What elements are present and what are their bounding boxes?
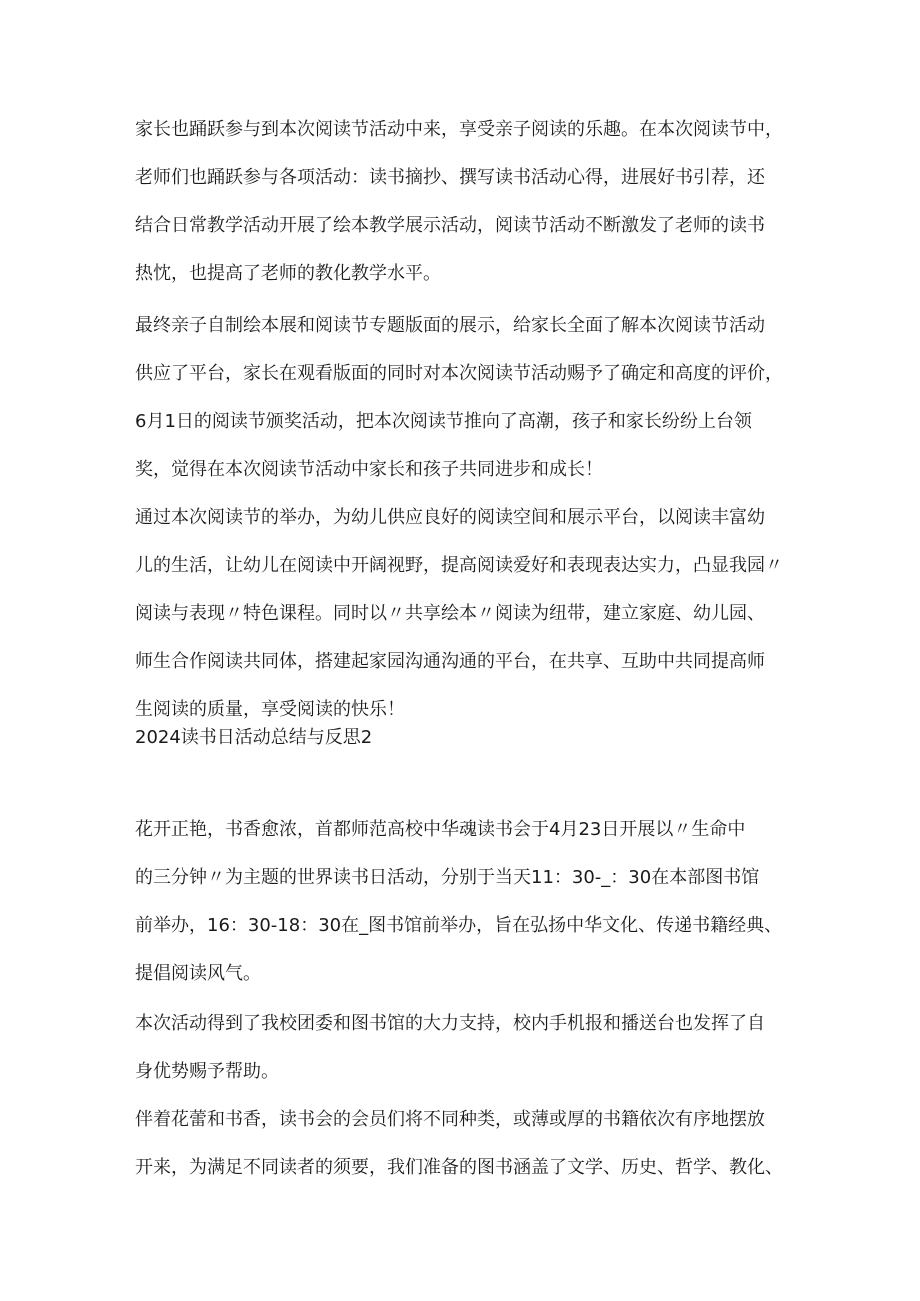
text-line: 阅读与表现〃特色课程。同时以〃共享绘本〃阅读为纽带，建立家庭、幼儿园、	[135, 603, 765, 624]
paragraph-support	[135, 1000, 800, 1096]
text-line: 儿的生活，让幼儿在阅读中开阔视野，提高阅读爱好和表现表达实力，凸显我园〃	[135, 555, 783, 576]
paragraph-teacher-participation	[135, 106, 800, 298]
text-line: 的三分钟〃为主题的世界读书日活动，分别于当天11：30-_：30在本部图书馆	[135, 867, 760, 888]
text-line: 伴着花蕾和书香，读书会的会员们将不同种类，或薄或厚的书籍依次有序地摆放	[135, 1109, 765, 1130]
text-line: 生阅读的质量，享受阅读的快乐！	[135, 699, 405, 720]
text-line: 通过本次阅读节的举办，为幼儿供应良好的阅读空间和展示平台，以阅读丰富幼	[135, 507, 765, 528]
text-line: 花开正艳，书香愈浓，首都师范高校中华魂读书会于4月23日开展以〃生命中	[135, 819, 746, 840]
text-line: 6月1日的阅读节颁奖活动，把本次阅读节推向了高潮，孩子和家长纷纷上台领	[135, 411, 752, 432]
paragraph-book-display	[135, 1096, 800, 1192]
text-line: 奖，觉得在本次阅读节活动中家长和孩子共同进步和成长！	[135, 459, 603, 480]
text-line: 老师们也踊跃参与各项活动：读书摘抄、撰写读书活动心得，进展好书引荐，还	[135, 167, 765, 188]
section-heading: 2024读书日活动总结与反思2	[135, 727, 373, 748]
text-line: 本次活动得到了我校团委和图书馆的大力支持，校内手机报和播送台也发挥了自	[135, 1013, 765, 1034]
text-line: 提倡阅读风气。	[135, 963, 261, 984]
text-line: 身优势赐予帮助。	[135, 1061, 279, 1082]
text-line: 结合日常教学活动开展了绘本教学展示活动，阅读节活动不断激发了老师的读书	[135, 215, 765, 236]
text-line: 供应了平台，家长在观看版面的同时对本次阅读节活动赐予了确定和高度的评价，	[135, 363, 783, 384]
paragraph-reading-day-event	[135, 806, 800, 998]
text-line: 最终亲子自制绘本展和阅读节专题版面的展示，给家长全面了解本次阅读节活动	[135, 315, 765, 336]
text-line: 师生合作阅读共同体，搭建起家园沟通沟通的平台，在共享、互助中共同提高师	[135, 651, 765, 672]
text-line: 开来，为满足不同读者的须要，我们准备的图书涵盖了文学、历史、哲学、教化、	[135, 1157, 783, 1178]
paragraph-exhibition-award	[135, 302, 800, 494]
text-line: 热忱，也提高了老师的教化教学水平。	[135, 263, 441, 284]
paragraph-summary-goals	[135, 494, 800, 734]
text-line: 前举办，16：30-18：30在_图书馆前举办，旨在弘扬中华文化、传递书籍经典、	[135, 915, 783, 936]
text-line: 家长也踊跃参与到本次阅读节活动中来，享受亲子阅读的乐趣。在本次阅读节中，	[135, 119, 783, 140]
